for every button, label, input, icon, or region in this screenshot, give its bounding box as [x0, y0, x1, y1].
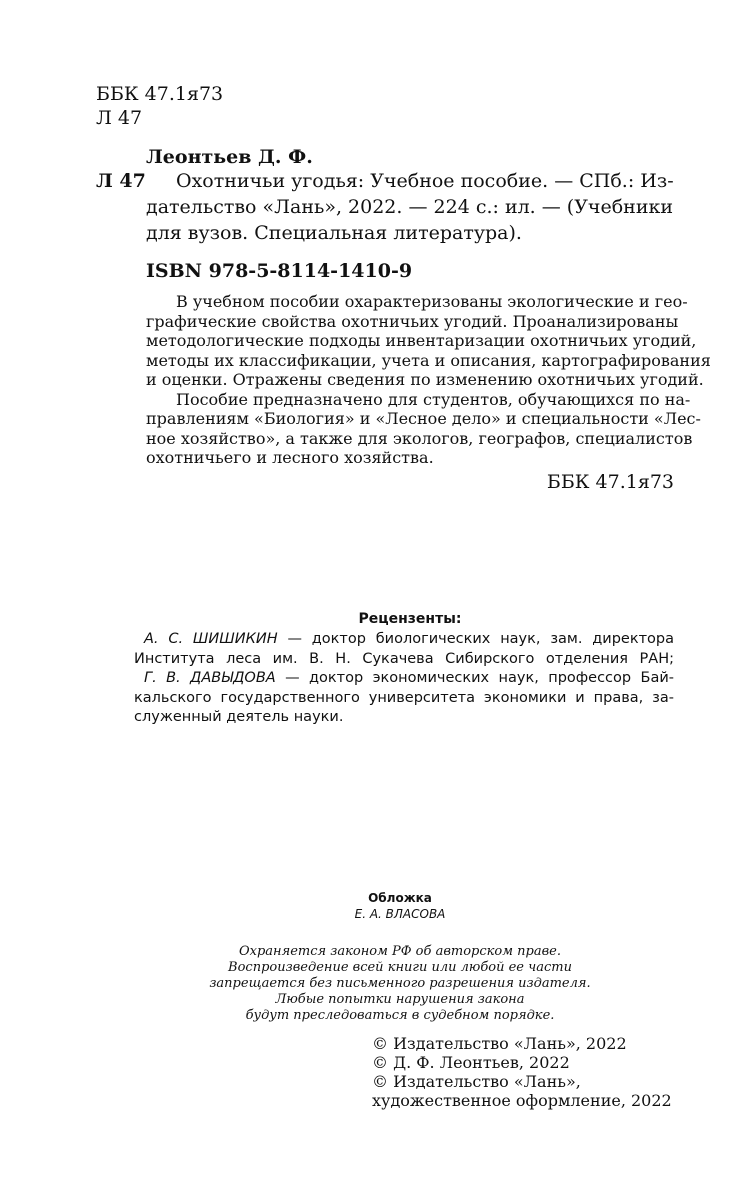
author-name: Леонтьев Д. Ф. [146, 146, 313, 168]
bbk-index-bottom: ББК 47.1я73 [546, 471, 674, 493]
reviewers-list [134, 630, 674, 728]
isbn: ISBN 978-5-8114-1410-9 [146, 260, 413, 282]
notice-line: Любые попытки нарушения закона [275, 992, 525, 1007]
notice-line: Охраняется законом РФ об авторском праве. [239, 944, 561, 959]
cover-heading: Обложка [368, 891, 432, 905]
reviewer-line [134, 630, 674, 650]
reviewer-line [134, 669, 674, 689]
bibliographic-description [146, 168, 674, 246]
reviewer-description: — доктор биологических наук, зам. директора [277, 631, 675, 647]
cover-designer: Е. А. ВЛАСОВА [354, 907, 446, 921]
annotation-line: методы их классификации, учета и описания, картографирования [146, 350, 711, 370]
annotation-line: охотничьего и лесного хозяйства. [146, 448, 434, 467]
copyright-statements [372, 1034, 692, 1110]
reviewer-line: кальского государственного университета экономики и права, за- [134, 689, 674, 706]
title-line: дательство «Лань», 2022. — 224 с.: ил. — (Учебники [146, 196, 674, 218]
title-line: Охотничьи угодья: Учебное пособие. — СПб.: Из- [176, 170, 674, 192]
annotation-line: В учебном пособии охарактеризованы экологические и гео- [176, 292, 688, 311]
annotation-line: и оценки. Отражены сведения по изменению охотничьих угодий. [146, 370, 704, 389]
notice-line: Воспроизведение всей книги или любой ее части [228, 960, 572, 975]
author-mark-top: Л 47 [96, 107, 143, 129]
reviewer-name: А. С. ШИШИКИН [144, 631, 278, 647]
annotation-line: ное хозяйство», а также для экологов, географов, специалистов [146, 428, 693, 448]
copyright-line: © Издательство «Лань», [372, 1072, 581, 1091]
copyright-line: художественное оформление, 2022 [372, 1091, 672, 1110]
annotation-line: графические свойства охотничьих угодий. Проанализированы [146, 311, 679, 331]
reviewer-description: — доктор экономических наук, профессор Бай- [275, 670, 674, 686]
title-line: для вузов. Специальная литература). [146, 222, 522, 244]
annotation-line: правлениям «Биология» и «Лесное дело» и специальности «Лес- [146, 409, 701, 428]
reviewer-line: служенный деятель науки. [134, 709, 344, 725]
author-mark: Л 47 [96, 170, 146, 192]
copyright-line: © Д. Ф. Леонтьев, 2022 [372, 1053, 570, 1072]
copyright-notice [200, 944, 600, 1024]
bbk-index-top: ББК 47.1я73 [96, 83, 224, 105]
reviewers-heading: Рецензенты: [358, 611, 462, 627]
annotation-line: Пособие предназначено для студентов, обучающихся по на- [176, 389, 691, 409]
notice-line: запрещается без письменного разрешения издателя. [209, 976, 591, 991]
copyright-line: © Издательство «Лань», 2022 [372, 1034, 627, 1053]
notice-line: будут преследоваться в судебном порядке. [245, 1008, 555, 1023]
reviewer-line: Института леса им. В. Н. Сукачева Сибирского отделения РАН; [134, 650, 674, 667]
annotation [146, 292, 711, 468]
annotation-line: методологические подходы инвентаризации охотничьих угодий, [146, 331, 697, 350]
reviewer-name: Г. В. ДАВЫДОВА [144, 670, 276, 686]
